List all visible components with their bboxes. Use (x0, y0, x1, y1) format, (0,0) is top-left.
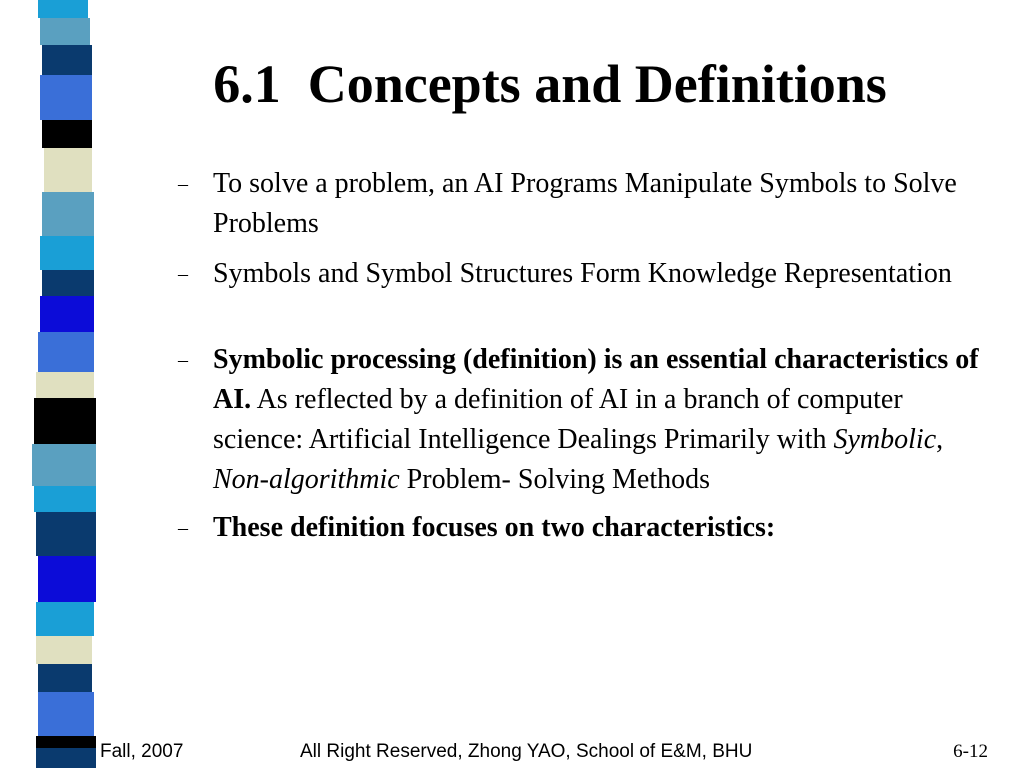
decorative-stripe (34, 486, 96, 512)
bullet-item (178, 254, 988, 294)
decorative-stripe (36, 602, 94, 636)
bullet-list (178, 164, 988, 548)
bullet-dash-icon: – (178, 349, 188, 371)
bullet-text: , (936, 424, 944, 455)
slide-title: 6.1 Concepts and Definitions (213, 54, 887, 114)
decorative-stripe (38, 0, 88, 18)
footer-page-number: 6-12 (953, 741, 988, 762)
decorative-stripe (38, 664, 92, 692)
decorative-stripe (40, 236, 94, 270)
decorative-stripe (36, 512, 96, 556)
bullet-text: As reflected by a definition of AI in a branch of computer science: Artificial Intelligence Dealings Primarily with (213, 384, 903, 455)
decorative-stripe (42, 45, 92, 75)
bullet-text-bold: Symbolic processing (definition) is an essential characteristics of AI. (213, 344, 979, 415)
decorative-stripe (38, 692, 94, 736)
decorative-stripe (38, 556, 96, 602)
decorative-stripe (42, 270, 94, 296)
decorative-stripe (32, 444, 96, 486)
decorative-stripe (34, 398, 96, 444)
decorative-stripe (38, 332, 94, 372)
bullet-dash-icon: – (178, 173, 188, 195)
decorative-stripe (40, 75, 92, 120)
bullet-dash-icon: – (178, 263, 188, 285)
bullet-text-italic: Symbolic (833, 424, 937, 455)
decorative-stripe (36, 748, 96, 768)
bullet-item (178, 340, 988, 500)
bullet-text-italic: Non-algorithmic (213, 464, 400, 495)
bullet-item (178, 164, 988, 244)
footer-copyright: All Right Reserved, Zhong YAO, School of E&M, BHU (300, 741, 753, 762)
decorative-stripe (36, 636, 92, 664)
decorative-stripe (42, 192, 94, 236)
bullet-text: Problem- Solving Methods (399, 464, 711, 495)
bullet-item (178, 508, 988, 548)
decorative-stripe (36, 372, 94, 398)
bullet-dash-icon: – (178, 517, 188, 539)
bullet-text: To solve a problem, an AI Programs Manipulate Symbols to Solve Problems (213, 168, 957, 239)
decorative-stripe (44, 148, 92, 192)
decorative-stripe (42, 120, 92, 148)
decorative-stripe-bar (0, 0, 110, 768)
decorative-stripe (40, 296, 94, 332)
footer-date: Fall, 2007 (100, 741, 184, 762)
bullet-text: Symbols and Symbol Structures Form Knowledge Representation (213, 258, 952, 289)
decorative-stripe (40, 18, 90, 45)
bullet-text-bold: These definition focuses on two characteristics: (213, 512, 776, 543)
decorative-stripe (36, 736, 96, 748)
